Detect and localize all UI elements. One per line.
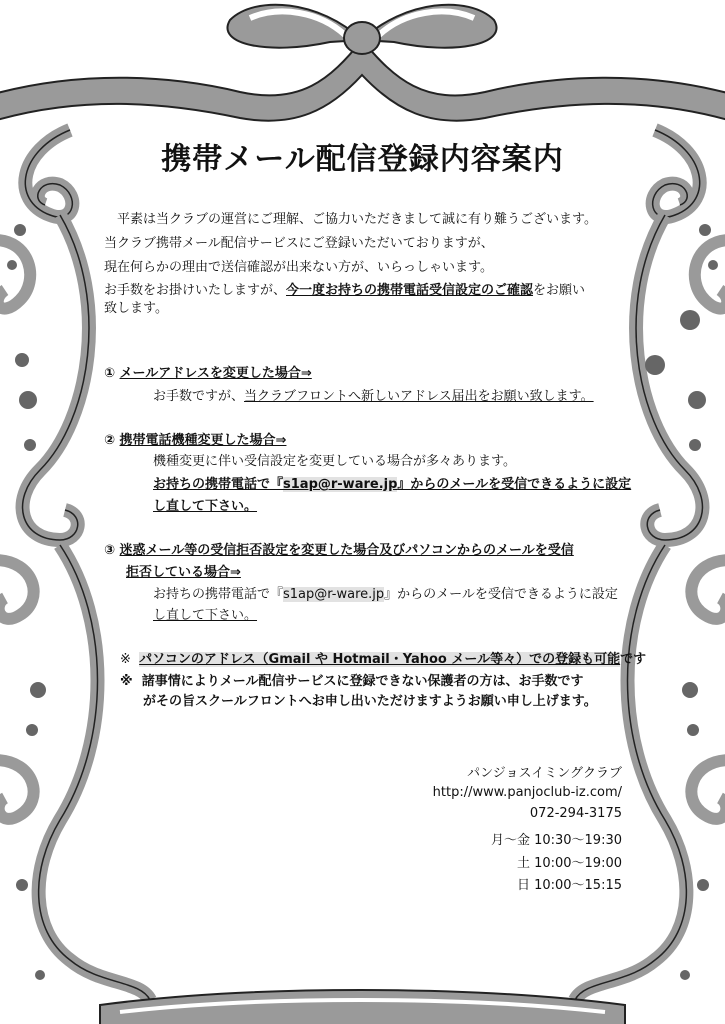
intro-line-1: 平素は当クラブの運営にご理解、ご協力いただきまして誠に有り難うございます。 [117, 212, 597, 227]
hours-weekday: 月～金 10:30～19:30 [490, 833, 622, 848]
note-2-line-1: 諸事情によりメール配信サービスに登録できない保護者の方は、お手数です [141, 674, 584, 689]
case-2-heading [104, 433, 286, 449]
hours-sunday: 日 10:00～15:15 [516, 878, 622, 893]
club-phone: 072-294-3175 [529, 806, 622, 821]
case-1-text-emphasis: 当クラブフロントへ新しいアドレス届出をお願い致します。 [244, 389, 594, 404]
note-2-line-2: がその旨スクールフロントへお申し出いただけますようお願い申し上げます。 [143, 694, 597, 709]
case-1-text-prefix: お手数ですが、 [153, 389, 245, 404]
note-1 [120, 652, 646, 668]
case-1-number: ① [104, 366, 116, 381]
case-3-text-2-suffix: 』からのメールを受信できるように設定 [384, 587, 618, 602]
case-2-text-2-suffix: 』からのメールを受信できるように設定 [397, 477, 632, 492]
note-1-emphasis: パソコンのアドレス（Gmail や Hotmail・Yahoo メール等々）での登録も可能 [139, 652, 621, 667]
note-mark: ※ [120, 674, 133, 689]
case-3-heading [104, 543, 574, 559]
case-2-text-2-prefix: お持ちの携帯電話で『 [153, 477, 284, 492]
intro-emphasis: 今一度お持ちの携帯電話受信設定のご確認 [286, 283, 534, 298]
note-2 [120, 674, 583, 690]
note-1-suffix: です [620, 652, 647, 667]
case-2-number: ② [104, 433, 116, 448]
case-1-text [153, 389, 594, 405]
intro-line-4-prefix: お手数をお掛けいたしますが、 [104, 283, 287, 298]
intro-line-3: 現在何らかの理由で送信確認が出来ない方が、いらっしゃいます。 [104, 260, 493, 275]
case-3-heading-2: 拒否している場合⇒ [126, 565, 241, 580]
page-title: 携帯メール配信登録内容案内 [161, 142, 564, 177]
case-3-text-3: し直して下さい。 [153, 608, 258, 623]
club-name: パンジョスイミングクラブ [467, 766, 622, 781]
case-1-heading-text: メールアドレスを変更した場合⇒ [119, 366, 312, 381]
case-3-text-2-prefix: お持ちの携帯電話で『 [153, 587, 284, 602]
case-2-heading-text: 携帯電話機種変更した場合⇒ [119, 433, 287, 448]
case-2-text-1: 機種変更に伴い受信設定を変更している場合が多々あります。 [153, 454, 516, 469]
intro-line-4-suffix: をお願い [533, 283, 586, 298]
note-mark: ※ [120, 652, 131, 667]
case-2-email: s1ap@r-ware.jp [283, 477, 398, 492]
case-2-text-3: し直して下さい。 [153, 499, 258, 514]
case-3-number: ③ [104, 543, 116, 558]
intro-line-4 [104, 283, 585, 299]
club-url: http://www.panjoclub-iz.com/ [432, 785, 622, 800]
hours-saturday: 土 10:00～19:00 [516, 856, 622, 871]
case-3-email: s1ap@r-ware.jp [283, 587, 385, 602]
intro-line-2: 当クラブ携帯メール配信サービスにご登録いただいておりますが、 [104, 236, 494, 251]
intro-line-5: 致します。 [104, 301, 168, 316]
case-3-heading-text: 迷惑メール等の受信拒否設定を変更した場合及びパソコンからのメールを受信 [119, 543, 574, 558]
case-3-text-2 [153, 587, 618, 603]
case-2-text-2 [153, 477, 631, 493]
case-1-heading [104, 366, 312, 382]
